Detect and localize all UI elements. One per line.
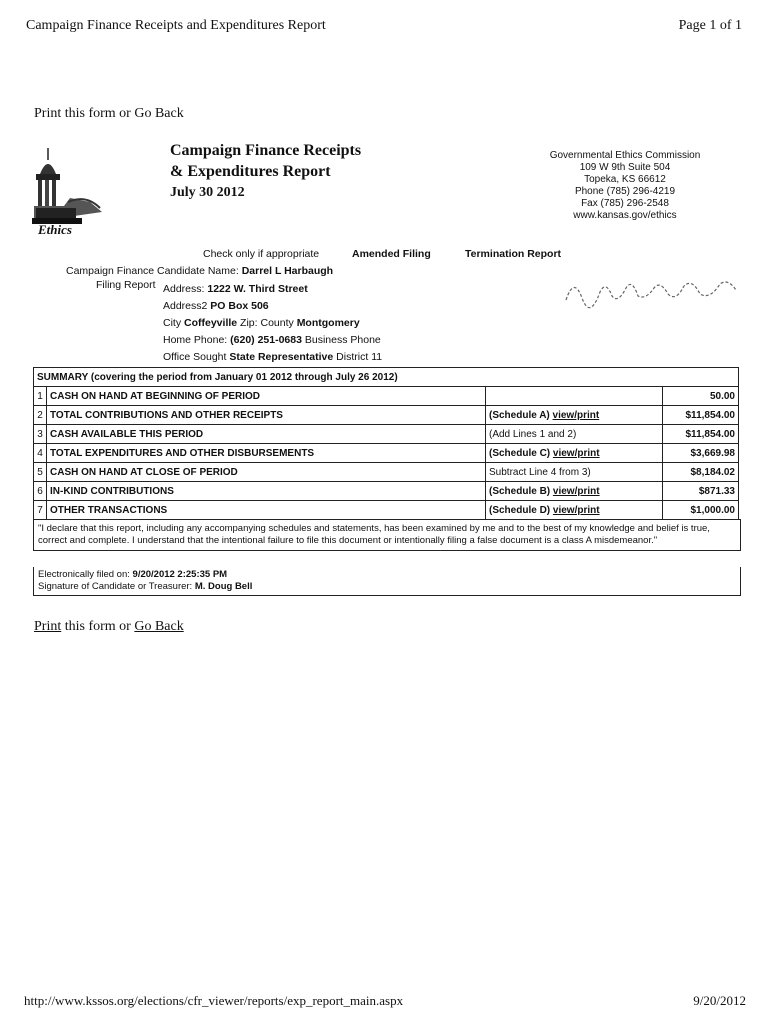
row-schedule bbox=[486, 463, 663, 482]
schedule-b-view-print-link[interactable]: view/print bbox=[552, 485, 600, 497]
summary-row-4 bbox=[34, 444, 739, 463]
signature-label: Signature of Candidate or Treasurer: bbox=[38, 581, 193, 592]
row-schedule bbox=[486, 482, 663, 501]
address2-value: PO Box 506 bbox=[210, 300, 269, 312]
schedule-c-view-print-link[interactable]: view/print bbox=[552, 447, 600, 459]
go-back-link[interactable]: Go Back bbox=[134, 106, 184, 121]
candidate-row bbox=[66, 265, 333, 277]
row-description: CASH ON HAND AT BEGINNING OF PERIOD bbox=[47, 387, 486, 406]
summary-row-6 bbox=[34, 482, 739, 501]
city-label: City bbox=[163, 317, 182, 329]
commission-phone: Phone (785) 296-4219 bbox=[574, 186, 676, 197]
efiled-label: Electronically filed on: bbox=[38, 569, 130, 580]
row-amount: $871.33 bbox=[663, 482, 739, 501]
row-schedule bbox=[486, 406, 663, 425]
county-label: County bbox=[260, 317, 294, 329]
summary-row-1 bbox=[34, 387, 739, 406]
bottom-nav bbox=[34, 619, 184, 635]
summary-row-5 bbox=[34, 463, 739, 482]
office-row bbox=[163, 351, 382, 363]
go-back-link[interactable]: Go Back bbox=[134, 619, 184, 634]
filing-report-label: Filing Report bbox=[96, 279, 156, 291]
print-link[interactable]: Print bbox=[34, 619, 62, 634]
amended-filing-option[interactable]: Amended Filing bbox=[352, 248, 431, 260]
schedule-label: Subtract Line 4 from 3) bbox=[489, 466, 591, 478]
footer-url: http://www.kssos.org/elections/cfr_viewer/reports/exp_report_main.aspx bbox=[24, 993, 404, 1008]
page-header-title: Campaign Finance Receipts and Expenditures Report bbox=[26, 18, 326, 33]
address-label: Address: bbox=[163, 283, 205, 295]
office-label: Office Sought bbox=[163, 351, 227, 363]
row-description: IN-KIND CONTRIBUTIONS bbox=[47, 482, 486, 501]
summary-header: SUMMARY (covering the period from January 01 2012 through July 26 2012) bbox=[34, 368, 739, 387]
district-value: 11 bbox=[371, 351, 383, 363]
top-nav bbox=[34, 106, 184, 122]
commission-address bbox=[520, 150, 730, 222]
district-label: District bbox=[336, 351, 369, 363]
summary-row-3 bbox=[34, 425, 739, 444]
row-description: TOTAL EXPENDITURES AND OTHER DISBURSEMENTS bbox=[47, 444, 486, 463]
row-amount: $1,000.00 bbox=[663, 501, 739, 520]
schedule-a-view-print-link[interactable]: view/print bbox=[552, 409, 600, 421]
home-phone-label: Home Phone: bbox=[163, 334, 228, 346]
address-value: 1222 W. Third Street bbox=[207, 283, 308, 295]
summary-table bbox=[33, 367, 739, 520]
commission-web: www.kansas.gov/ethics bbox=[573, 210, 677, 221]
efiled-value: 9/20/2012 2:25:35 PM bbox=[132, 569, 228, 580]
summary-header-row bbox=[34, 368, 739, 387]
schedule-d-view-print-link[interactable]: view/print bbox=[552, 504, 600, 516]
city-row bbox=[163, 317, 360, 329]
candidate-name: Darrel L Harbaugh bbox=[241, 265, 334, 277]
row-schedule bbox=[486, 387, 663, 406]
candidate-label: Campaign Finance Candidate Name: bbox=[66, 265, 239, 277]
city-value: Coffeyville bbox=[184, 317, 238, 329]
phone-row bbox=[163, 334, 381, 346]
business-phone-label: Business Phone bbox=[304, 334, 381, 346]
row-schedule bbox=[486, 444, 663, 463]
row-number: 5 bbox=[34, 463, 47, 482]
address-row bbox=[163, 283, 308, 295]
commission-fax: Fax (785) 296-2548 bbox=[581, 198, 669, 209]
schedule-label: (Add Lines 1 and 2) bbox=[489, 428, 577, 440]
report-title-line2: & Expenditures Report bbox=[170, 163, 331, 180]
schedule-label: (Schedule C) bbox=[489, 447, 551, 459]
schedule-label: (Schedule B) bbox=[489, 485, 551, 497]
commission-name: Governmental Ethics Commission bbox=[549, 150, 701, 161]
commission-address2: Topeka, KS 66612 bbox=[584, 174, 666, 185]
report-title bbox=[170, 140, 361, 203]
handwritten-signature bbox=[560, 270, 740, 310]
report-title-line1: Campaign Finance Receipts bbox=[170, 142, 362, 159]
row-number: 3 bbox=[34, 425, 47, 444]
zip-label: Zip: bbox=[240, 317, 258, 329]
row-number: 7 bbox=[34, 501, 47, 520]
row-number: 4 bbox=[34, 444, 47, 463]
footer-date: 9/20/2012 bbox=[693, 993, 746, 1008]
row-description: CASH AVAILABLE THIS PERIOD bbox=[47, 425, 486, 444]
office-value: State Representative bbox=[229, 351, 334, 363]
check-label: Check only if appropriate bbox=[203, 248, 320, 260]
summary-row-2 bbox=[34, 406, 739, 425]
logo-caption: Ethics bbox=[38, 222, 72, 237]
print-link[interactable]: Print bbox=[34, 106, 62, 121]
row-amount: $3,669.98 bbox=[663, 444, 739, 463]
row-number: 1 bbox=[34, 387, 47, 406]
row-description: OTHER TRANSACTIONS bbox=[47, 501, 486, 520]
summary-row-7 bbox=[34, 501, 739, 520]
termination-report-option[interactable]: Termination Report bbox=[465, 248, 562, 260]
signature-value: M. Doug Bell bbox=[194, 581, 253, 592]
row-amount: $11,854.00 bbox=[663, 406, 739, 425]
row-amount: $8,184.02 bbox=[663, 463, 739, 482]
row-amount: $11,854.00 bbox=[663, 425, 739, 444]
row-description: CASH ON HAND AT CLOSE OF PERIOD bbox=[47, 463, 486, 482]
address2-label: Address2 bbox=[163, 300, 208, 312]
row-amount: 50.00 bbox=[663, 387, 739, 406]
report-date: July 30 2012 bbox=[170, 185, 245, 200]
row-schedule bbox=[486, 425, 663, 444]
row-number: 2 bbox=[34, 406, 47, 425]
page-number: Page 1 of 1 bbox=[678, 18, 742, 33]
schedule-label: (Schedule D) bbox=[489, 504, 551, 516]
row-description: TOTAL CONTRIBUTIONS AND OTHER RECEIPTS bbox=[47, 406, 486, 425]
declaration-text: "I declare that this report, including any accompanying schedules and statements, has been examined by me and to the best of my knowledge and belief is true, correct and complete. I understand that the intentional failure to file this document or intentionally filing a false document is a class A misdemeanor." bbox=[33, 519, 741, 551]
home-phone-value: (620) 251-0683 bbox=[230, 334, 302, 346]
row-number: 6 bbox=[34, 482, 47, 501]
row-schedule bbox=[486, 501, 663, 520]
efiled-box bbox=[33, 567, 741, 596]
schedule-label: (Schedule A) bbox=[489, 409, 550, 421]
nav-text: this form or bbox=[64, 106, 131, 121]
address2-row bbox=[163, 300, 269, 312]
commission-address1: 109 W 9th Suite 504 bbox=[579, 162, 671, 173]
county-value: Montgomery bbox=[296, 317, 360, 329]
nav-text: this form or bbox=[64, 619, 131, 634]
